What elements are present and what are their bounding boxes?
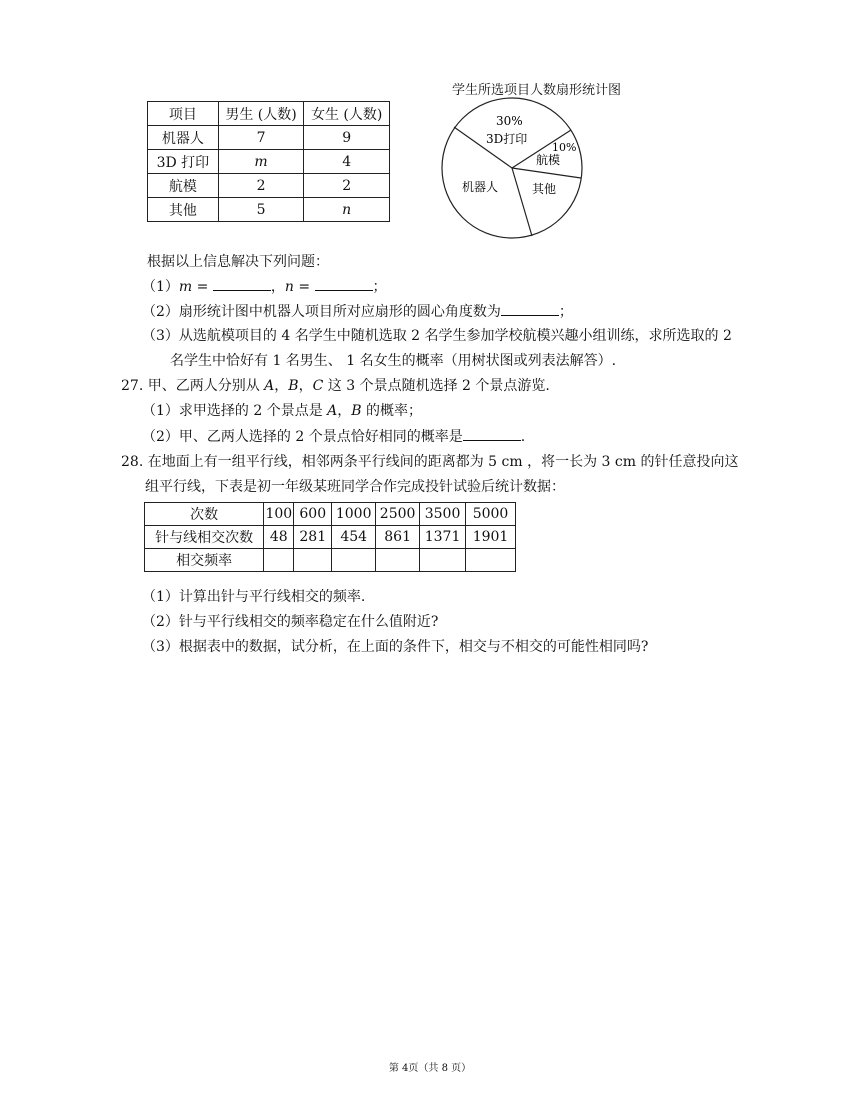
q28-part3: （3）根据表中的数据，试分析，在上面的条件下，相交与不相交的可能性相同吗? xyxy=(142,639,649,655)
q26-part1-num: （1） xyxy=(142,279,179,295)
equals-sign: = xyxy=(293,279,315,295)
point-a: A xyxy=(327,403,338,419)
q26-part1 xyxy=(142,276,387,297)
var-n: n xyxy=(284,279,294,295)
table-cell: 3D 打印 xyxy=(148,150,219,174)
table-cell: 1901 xyxy=(466,526,516,549)
pie-slice-pct: 30% xyxy=(496,114,523,128)
q26-part2-text: （2）扇形统计图中机器人项目所对应扇形的圆心角度数为 xyxy=(142,304,501,320)
pie-chart xyxy=(440,97,590,247)
table-cell: m xyxy=(218,150,304,174)
answer-blank-angle[interactable] xyxy=(501,301,559,316)
point-c: C xyxy=(312,378,324,394)
table-header-cell: 项目 xyxy=(148,102,219,126)
table-cell: n xyxy=(304,198,390,222)
table-header-cell: 男生 (人数) xyxy=(218,102,304,126)
semicolon: ； xyxy=(558,304,573,320)
q26-part2 xyxy=(142,301,573,322)
point-a: A xyxy=(264,378,275,394)
q27-stem: 27. 甲、乙两人分别从 A，B，C 这 3 个景点随机选择 2 个景点游览. xyxy=(121,378,550,394)
row-header: 次数 xyxy=(145,503,264,526)
table-cell: 2 xyxy=(218,174,304,198)
comma: ， xyxy=(270,279,285,295)
table-header-cell: 女生 (人数) xyxy=(304,102,390,126)
var-m: m xyxy=(178,279,193,295)
table-row xyxy=(148,126,390,150)
answer-blank-n[interactable] xyxy=(315,276,373,291)
point-b: B xyxy=(351,403,362,419)
table-cell: 其他 xyxy=(148,198,219,222)
table-cell: 600 xyxy=(294,503,332,526)
answer-blank-m[interactable] xyxy=(213,276,271,291)
point-b: B xyxy=(288,378,299,394)
table-cell: 454 xyxy=(332,526,376,549)
table-cell: 861 xyxy=(376,526,420,549)
pie-slice-pct: 10% xyxy=(552,141,577,154)
pie-slice-label: 其他 xyxy=(532,182,557,196)
pie-slice-label: 机器人 xyxy=(462,180,499,194)
q27-part1: （1）求甲选择的 2 个景点是 A，B 的概率； xyxy=(142,403,423,419)
project-count-table xyxy=(147,101,390,222)
pie-slice-label: 航模 xyxy=(536,153,561,167)
answer-cell[interactable] xyxy=(376,549,420,572)
table-cell: 48 xyxy=(264,526,294,549)
page-footer: 第 4页（共 8 页） xyxy=(388,1063,472,1074)
q28-part2: （2）针与平行线相交的频率稳定在什么值附近? xyxy=(142,614,439,630)
q26-intro: 根据以上信息解决下列问题： xyxy=(147,254,329,270)
table-row-intersections xyxy=(145,526,516,549)
table-cell: 9 xyxy=(304,126,390,150)
row-header: 针与线相交次数 xyxy=(145,526,264,549)
table-row-frequency xyxy=(145,549,516,572)
table-cell: 5000 xyxy=(466,503,516,526)
q27-part2: （2）甲、乙两人选择的 2 个景点恰好相同的概率是 . xyxy=(142,426,525,447)
table-cell: 281 xyxy=(294,526,332,549)
answer-blank-prob[interactable] xyxy=(463,426,521,441)
q28-stem-line1: 28. 在地面上有一组平行线，相邻两条平行线间的距离都为 5 cm ，将一长为 3 cm 的针任意投向这 xyxy=(121,454,739,470)
pie-slice-label: 3D打印 xyxy=(486,132,528,146)
table-row xyxy=(148,174,390,198)
table-cell: 5 xyxy=(218,198,304,222)
table-header-row xyxy=(148,102,390,126)
equals-sign: = xyxy=(192,279,213,295)
table-cell: 机器人 xyxy=(148,126,219,150)
needle-experiment-table xyxy=(144,502,516,572)
table-cell: 1000 xyxy=(332,503,376,526)
q26-part3-line2: 名学生中恰好有 1 名男生、 1 名女生的概率（用树状图或列表法解答）. xyxy=(170,353,617,369)
answer-cell[interactable] xyxy=(420,549,466,572)
table-cell: 7 xyxy=(218,126,304,150)
table-cell: 3500 xyxy=(420,503,466,526)
table-cell: 4 xyxy=(304,150,390,174)
table-cell: 100 xyxy=(264,503,294,526)
table-cell: 2500 xyxy=(376,503,420,526)
answer-cell[interactable] xyxy=(332,549,376,572)
row-header: 相交频率 xyxy=(145,549,264,572)
table-row xyxy=(148,198,390,222)
table-cell: 航模 xyxy=(148,174,219,198)
table-row xyxy=(148,150,390,174)
answer-cell[interactable] xyxy=(294,549,332,572)
q28-part1: （1）计算出针与平行线相交的频率. xyxy=(142,589,366,605)
q28-stem-line2: 组平行线，下表是初一年级某班同学合作完成投针试验后统计数据： xyxy=(145,479,565,495)
table-cell: 1371 xyxy=(420,526,466,549)
semicolon: ； xyxy=(372,279,387,295)
table-row-counts xyxy=(145,503,516,526)
pie-chart-title: 学生所选项目人数扇形统计图 xyxy=(452,83,622,98)
answer-cell[interactable] xyxy=(264,549,294,572)
answer-cell[interactable] xyxy=(466,549,516,572)
q26-part3-line1: （3）从选航模项目的 4 名学生中随机选取 2 名学生参加学校航模兴趣小组训练，求所选取的 2 xyxy=(142,328,732,344)
table-cell: 2 xyxy=(304,174,390,198)
